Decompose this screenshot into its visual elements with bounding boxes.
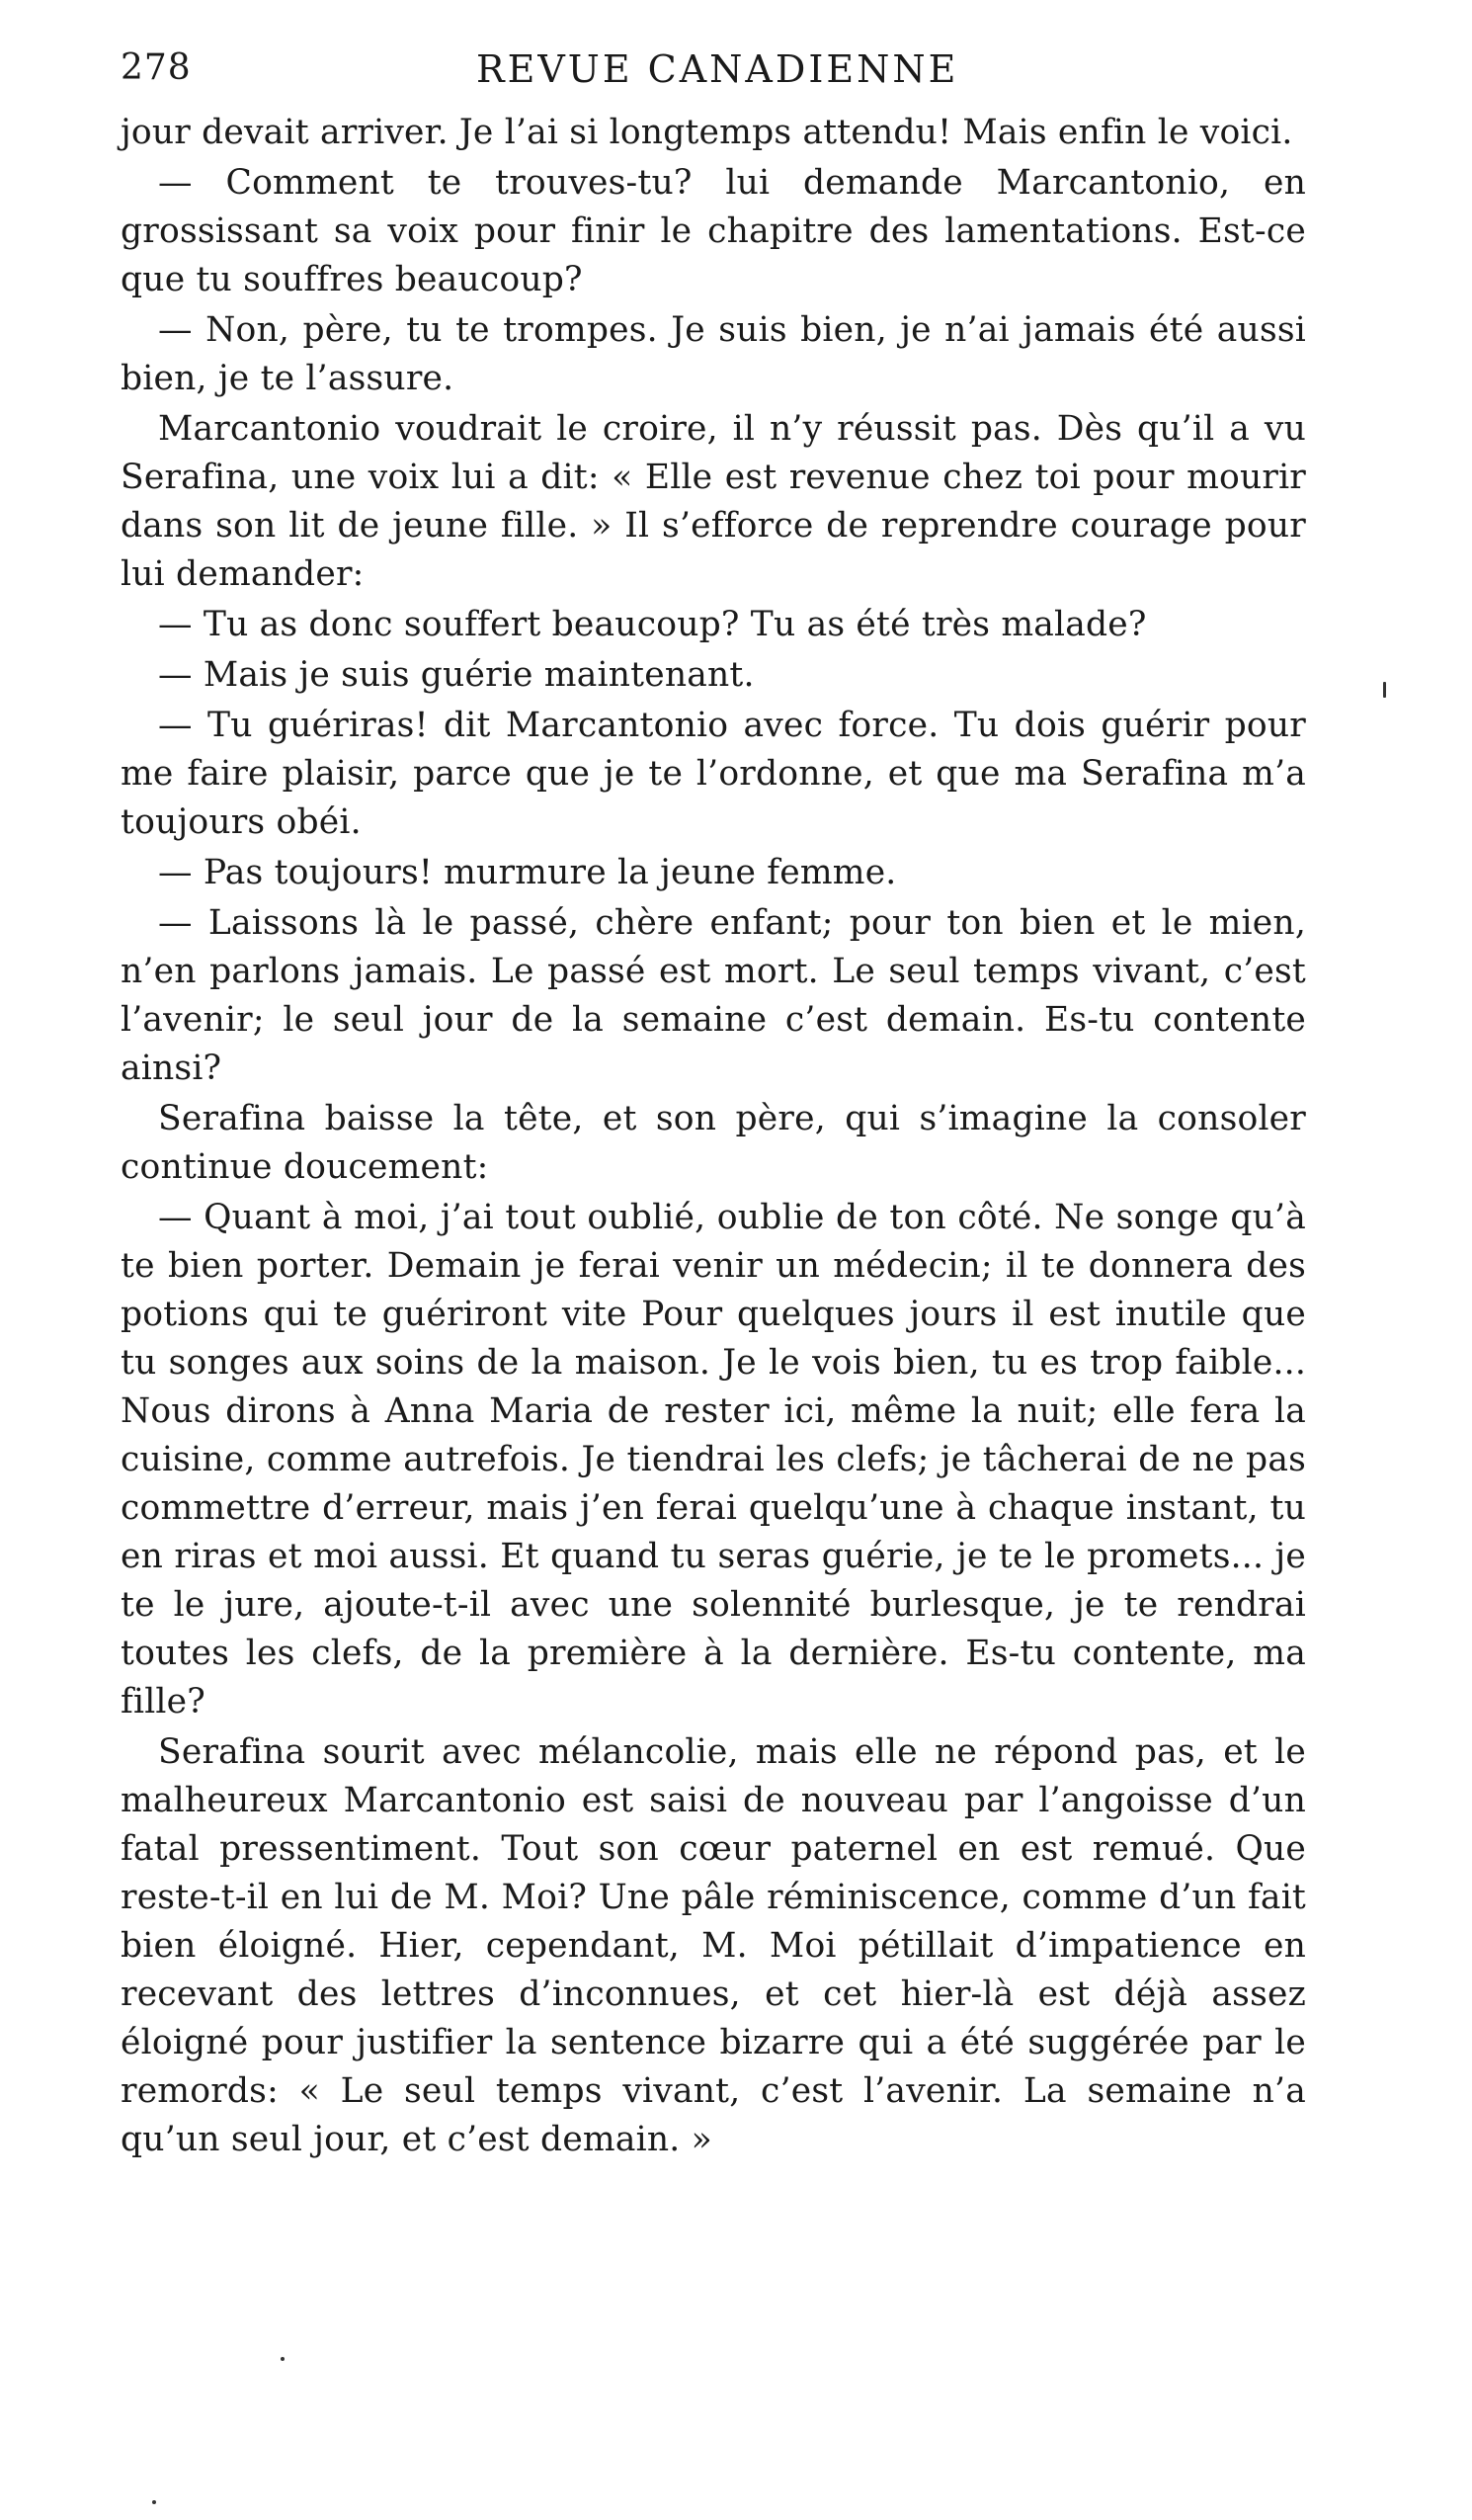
paragraph: — Comment te trouves-tu? lui demande Marcantonio, en grossissant sa voix pour finir le chapitre des lamentations. Est-ce que tu souffres beaucoup? [121, 163, 1306, 299]
scan-speck [152, 2500, 156, 2504]
paragraph: Marcantonio voudrait le croire, il n’y réussit pas. Dès qu’il a vu Serafina, une voix lui a dit: « Elle est revenue chez toi pour mourir dans son lit de jeune fille. » Il s’efforce de reprendre courage pour lui demander: [121, 409, 1306, 594]
scan-speck [1383, 682, 1386, 698]
paragraph: — Pas toujours! murmure la jeune femme. [158, 853, 897, 892]
paragraph: — Mais je suis guérie maintenant. [158, 655, 755, 695]
paragraph: Serafina sourit avec mélancolie, mais elle ne répond pas, et le malheureux Marcantonio est saisi de nouveau par l’angoisse d’un fatal pressentiment. Tout son cœur paternel en est remué. Que reste-t-il en lui de M. Moi? Une pâle réminiscence, comme d’un fait bien éloigné. Hier, cependant, M. Moi pétillait d’impatience en recevant des lettres d’inconnues, et cet hier-là est déjà assez éloigné pour justifier la sentence bizarre qui a été suggérée par le remords: « Le seul temps vivant, c’est l’avenir. La semaine n’a qu’un seul jour, et c’est demain. » [121, 1732, 1306, 2159]
paragraph: Serafina baisse la tête, et son père, qui s’imagine la consoler continue doucement: [121, 1099, 1306, 1187]
paragraph: — Quant à moi, j’ai tout oublié, oublie de ton côté. Ne songe qu’à te bien porter. Demain je ferai venir un médecin; il te donnera des potions qui te guériront vite Pour quelques jours il est inutile que tu songes aux soins de la maison. Je le vois bien, tu es trop faible... Nous dirons à Anna Maria de rester ici, même la nuit; elle fera la cuisine, comme autrefois. Je tiendrai les clefs; je tâcherai de ne pas commettre d’erreur, mais j’en ferai quelqu’une à chaque instant, tu en riras et moi aussi. Et quand tu seras guérie, je te le promets... je te le jure, ajoute-t-il avec une solennité burlesque, je te rendrai toutes les clefs, de la première à la dernière. Es-tu contente, ma fille? [121, 1198, 1306, 1722]
paragraph: — Tu as donc souffert beaucoup? Tu as été très malade? [158, 605, 1147, 644]
running-title: REVUE CANADIENNE [476, 47, 959, 91]
body-text [121, 109, 1306, 2164]
book-page [121, 40, 1306, 2166]
paragraph: — Non, père, tu te trompes. Je suis bien, je n’ai jamais été aussi bien, je te l’assure. [121, 310, 1306, 398]
paragraph: — Laissons là le passé, chère enfant; pour ton bien et le mien, n’en parlons jamais. Le passé est mort. Le seul temps vivant, c’est l’avenir; le seul jour de la semaine c’est demain. Es-tu contente ainsi? [121, 903, 1306, 1088]
page-number: 278 [121, 47, 192, 88]
paragraph: jour devait arriver. Je l’ai si longtemps attendu! Mais enfin le voici. [121, 113, 1293, 152]
scan-speck [281, 2357, 285, 2361]
page-header [121, 40, 1306, 109]
paragraph: — Tu guériras! dit Marcantonio avec force. Tu dois guérir pour me faire plaisir, parce que je te l’ordonne, et que ma Serafina m’a toujours obéi. [121, 706, 1306, 842]
